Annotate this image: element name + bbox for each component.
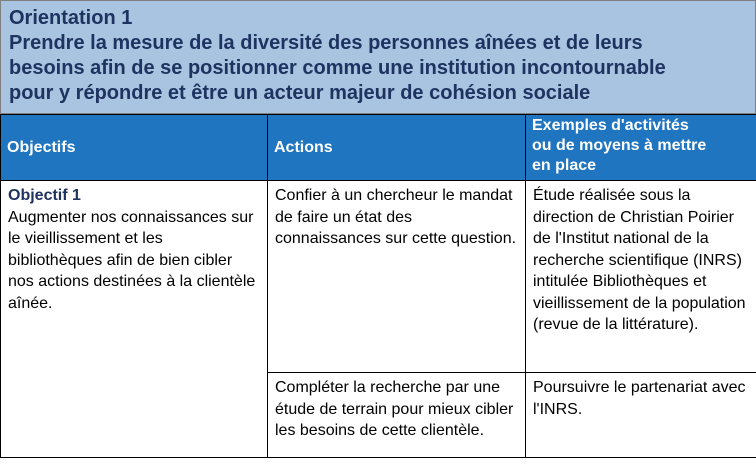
objectives-table [0, 114, 756, 458]
table-header-row [1, 115, 756, 181]
action-cell: Confier à un chercheur le mandat de faire un état des connaissances sur cette question. [268, 181, 526, 373]
table-row [1, 181, 756, 373]
orientation-line-2: besoins afin de se positionner comme une institution incontournable [9, 57, 666, 79]
header-exemples [526, 115, 756, 181]
action-cell: Compléter la recherche par une étude de terrain pour mieux cibler les besoins de cette clientèle. [268, 373, 526, 458]
header-objectifs: Objectifs [1, 115, 268, 181]
orientation-header [0, 0, 756, 114]
objective-text: Augmenter nos connaissances sur le vieillissement et les bibliothèques afin de bien cibler nos actions destinées à la clientèle aînée. [8, 208, 256, 312]
objective-cell [1, 181, 268, 458]
example-cell: Poursuivre le partenariat avec l'INRS. [526, 373, 756, 458]
orientation-title: Orientation 1 [9, 7, 133, 29]
orientation-line-1: Prendre la mesure de la diversité des personnes aînées et de leurs [9, 32, 643, 54]
header-exemples-line-2: ou de moyens à mettre [532, 137, 707, 154]
header-actions: Actions [268, 115, 526, 181]
objective-title: Objectif 1 [8, 187, 81, 204]
header-exemples-line-3: en place [532, 157, 597, 174]
header-exemples-line-1: Exemples d'activités [532, 117, 689, 134]
example-cell: Étude réalisée sous la direction de Christian Poirier de l'Institut national de la recherche scientifique (INRS) intitulée Bibliothèques et vieillissement de la population (revue de la littérature). [526, 181, 756, 373]
orientation-line-3: pour y répondre et être un acteur majeur de cohésion sociale [9, 82, 591, 104]
